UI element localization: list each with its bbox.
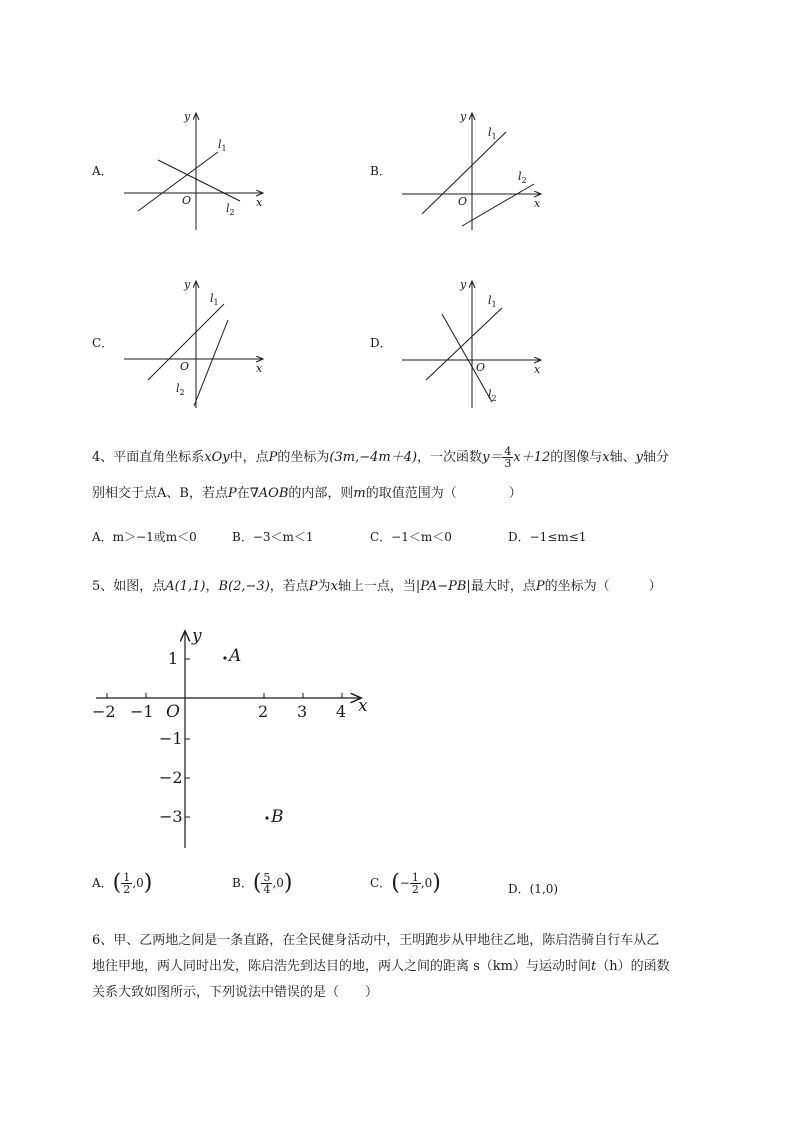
q5-option-a: A．( $\frac{1}{2}$ ,0)	[92, 870, 153, 896]
q5-question: 5、如图，点A(1,1)，B(2,−3)，若点P为x轴上一点，当|PA−PB|最大时，点P的坐标为（ ）	[92, 579, 662, 594]
origin-label: O	[182, 194, 192, 207]
l1-label: $l_1$	[488, 294, 497, 310]
origin-label: O	[458, 195, 468, 208]
q6-line3: 关系大致如图所示，下列说法中错误的是（ ）	[92, 985, 379, 1000]
point-a-dot	[223, 656, 226, 659]
q5-option-b: B．( $\frac{5}{4}$ ,0)	[232, 870, 293, 896]
q4-xoy: xOy	[204, 450, 230, 465]
q4-option-a: A．m＞−1或m＜0	[92, 530, 197, 544]
x-axis-label: x	[256, 362, 263, 375]
q4-line1: 4、平面直角坐标系xOy中，点P的坐标为(3m,−4m＋4)，一次函数y＝ $\frac{4}{3}$ x＋12的图像与x轴、y轴分	[92, 445, 670, 470]
y-axis-label: y	[460, 110, 467, 123]
origin-label: O	[476, 361, 486, 374]
option-d-svg	[398, 276, 548, 411]
ytick-label: 1	[168, 649, 179, 668]
q5-point-a: A(1,1)	[165, 579, 206, 594]
option-a-graph	[120, 108, 270, 238]
y-axis-label: y	[184, 110, 191, 123]
q4-line2: 别相交于点A、B，若点P在∇AOB的内部，则m的取值范围为（ ）	[92, 486, 522, 501]
l2-label: $l_2$	[488, 388, 497, 404]
option-d-label: D．	[370, 336, 392, 350]
q6-line1: 6、甲、乙两地之间是一条直路，在全民健身活动中，王明跑步从甲地往乙地，陈启浩骑自行车从乙	[92, 933, 660, 948]
line-l2	[194, 320, 228, 406]
q4-triangle: ∇AOB	[249, 486, 289, 501]
q4-fraction: $\frac{4}{3}$	[504, 445, 512, 470]
x-axis-label: x	[534, 197, 541, 210]
xtick-label: 2	[258, 702, 269, 721]
l2-label: $l_2$	[518, 170, 527, 186]
l1-label: $l_1$	[218, 138, 227, 154]
xtick-label: −2	[92, 702, 116, 721]
x-axis-label: x	[256, 196, 263, 209]
q4-coord: (3m,−4m＋4)	[329, 450, 418, 465]
option-c-graph	[120, 276, 270, 411]
l2-label: $l_2$	[226, 202, 235, 218]
option-c-label: C．	[92, 336, 114, 350]
xtick-label: −1	[130, 702, 154, 721]
xtick-label: 3	[297, 702, 308, 721]
l1-label: $l_1$	[488, 126, 497, 142]
l2-label: $l_2$	[176, 382, 185, 398]
q5-point-b: B(2,−3)	[218, 579, 270, 594]
q4-text: 4、平面直角坐标系	[92, 450, 205, 465]
option-c-svg	[120, 276, 270, 411]
ytick-label: −1	[159, 729, 183, 748]
line-l2	[462, 184, 534, 226]
option-b-graph	[398, 108, 548, 238]
xtick-label: 4	[336, 702, 347, 721]
point-b-dot	[265, 816, 268, 819]
line-l1	[138, 152, 218, 211]
option-a-svg	[120, 108, 270, 238]
y-axis-label: y	[192, 626, 202, 646]
point-b-label: B	[271, 807, 284, 827]
x-axis-label: x	[358, 696, 368, 716]
x-axis-label: x	[534, 363, 541, 376]
q4-option-b: B．−3＜m＜1	[232, 530, 314, 544]
y-axis-label: y	[460, 278, 467, 291]
option-d-graph	[398, 276, 548, 411]
q5-option-c: C．(− $\frac{1}{2}$ ,0)	[370, 870, 441, 896]
q5-graph	[88, 626, 378, 856]
origin-label: O	[166, 702, 180, 722]
q5-expression: |PA−PB|	[415, 579, 471, 594]
y-axis-label: y	[184, 278, 191, 291]
point-a-label: A	[229, 646, 242, 666]
q5-option-d: D．(1,0)	[508, 882, 559, 896]
ytick-label: −2	[159, 768, 183, 787]
origin-label: O	[180, 360, 190, 373]
q4-option-d: D．−1≤m≤1	[508, 530, 587, 544]
q4-option-c: C．−1＜m＜0	[370, 530, 452, 544]
line-l1	[426, 308, 502, 380]
l1-label: $l_1$	[210, 292, 219, 308]
ytick-label: −3	[159, 807, 183, 826]
option-b-label: B．	[370, 164, 391, 178]
option-a-label: A．	[92, 164, 113, 178]
q6-line2: 地往甲地，两人同时出发，陈启浩先到达目的地，两人之间的距离 s（km）与运动时间t（h）的函数	[92, 959, 670, 974]
